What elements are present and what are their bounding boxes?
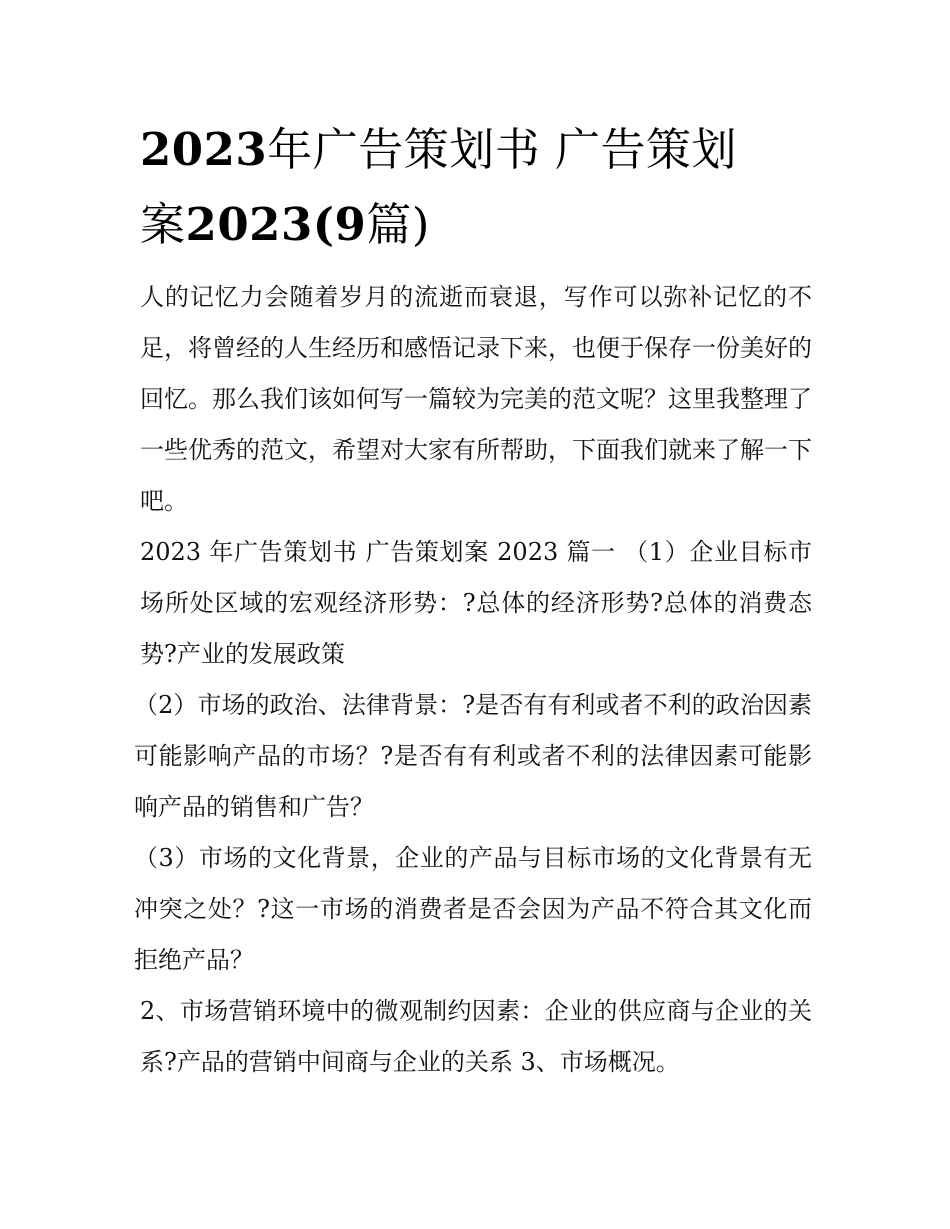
title-text-line2: 案 <box>140 198 186 251</box>
title-year-count: 2023(9 <box>185 198 367 251</box>
title-text-line2-end: 篇) <box>366 198 430 251</box>
document-title <box>140 112 812 262</box>
document-body <box>134 112 812 1088</box>
title-year: 2023 <box>140 123 268 176</box>
cultural-background-paragraph: （3）市场的文化背景，企业的产品与目标市场的文化背景有无冲突之处？?这一市场的消费者是否会因为产品不符合其文化而拒绝产品？ <box>134 844 812 974</box>
section-one-paragraph: 2023 年广告策划书 广告策划案 2023 篇一 （1）企业目标市场所处区域的宏观经济形势：?总体的经济形势?总体的消费态势?产业的发展政策 <box>140 538 812 668</box>
title-text-line1: 年广告策划书 广告策划 <box>267 123 738 176</box>
intro-paragraph: 人的记忆力会随着岁月的流逝而衰退，写作可以弥补记忆的不足，将曾经的人生经历和感悟记录下来，也便于保存一份美好的回忆。那么我们该如何写一篇较为完美的范文呢？这里我整理了一些优秀的范文，希望对大家有所帮助，下面我们就来了解一下吧。 <box>140 283 812 515</box>
micro-factors-paragraph: 2、市场营销环境中的微观制约因素：企业的供应商与企业的关系?产品的营销中间商与企业的关系 3、市场概况。 <box>140 997 812 1076</box>
political-legal-paragraph: （2）市场的政治、法律背景：?是否有有利或者不利的政治因素可能影响产品的市场？?是否有有利或者不利的法律因素可能影响产品的销售和广告？ <box>134 691 812 821</box>
